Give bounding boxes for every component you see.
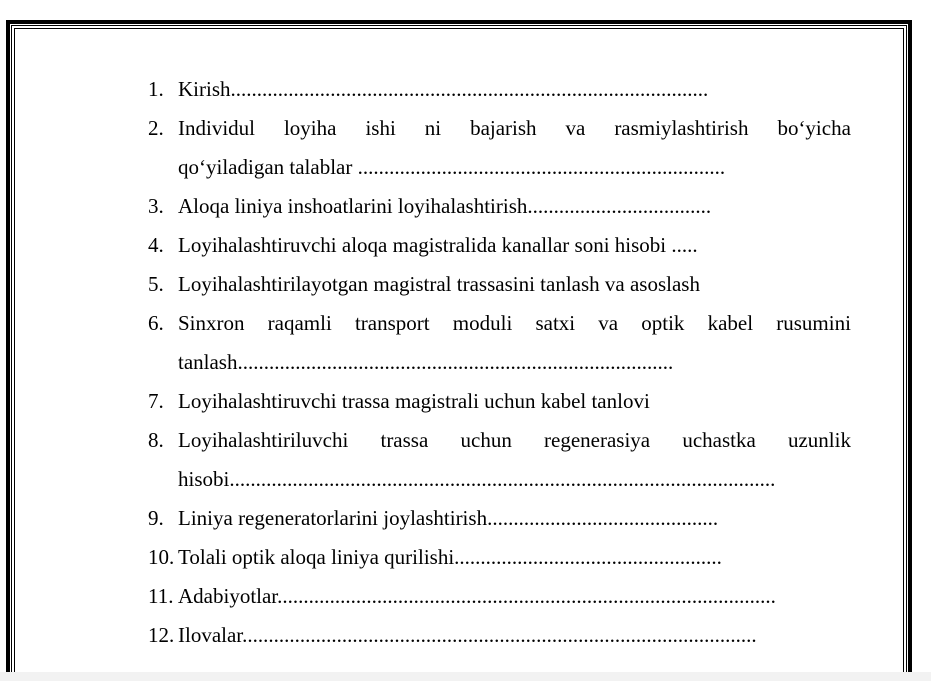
- toc-item-word: optik: [641, 311, 685, 335]
- toc-item-text: [178, 109, 851, 187]
- toc-item-text: [178, 499, 851, 538]
- toc-item: [148, 265, 851, 304]
- toc-item-text: [178, 382, 851, 421]
- toc-item-word: bajarish: [470, 116, 537, 140]
- toc-item: [148, 577, 851, 616]
- toc-item: [148, 70, 851, 109]
- toc-item-number: 8.: [148, 428, 164, 452]
- toc-item: [148, 421, 851, 499]
- toc-item-word: trassa: [380, 428, 429, 452]
- toc-item-word: ishi: [365, 116, 396, 140]
- toc-item-number: 4.: [148, 233, 164, 257]
- toc-item-word: Sinxron: [178, 311, 245, 335]
- toc-item-line: hisobi........................................................................................................: [178, 467, 776, 491]
- toc-item-line: Loyihalashtirilayotgan magistral trassasini tanlash va asoslash: [178, 272, 700, 296]
- toc-item-number: 5.: [148, 272, 164, 296]
- toc-item-number: 3.: [148, 194, 164, 218]
- toc-item-text: [178, 187, 851, 226]
- toc-item-word: loyiha: [283, 116, 337, 140]
- toc-item: [148, 187, 851, 226]
- viewer-bottom-edge: [0, 672, 931, 681]
- toc-item: [148, 226, 851, 265]
- toc-item-line: qo‘yiladigan talablar ......................................................................: [178, 155, 726, 179]
- toc-item-text: [178, 538, 851, 577]
- toc-item-word: rusumini: [776, 311, 851, 335]
- toc-item: [148, 109, 851, 187]
- toc-item-number: 11.: [148, 584, 174, 608]
- toc-item-number: 6.: [148, 311, 164, 335]
- toc-item: [148, 499, 851, 538]
- toc-item-number: 12.: [148, 623, 175, 647]
- toc-item-text: [178, 265, 851, 304]
- toc-item-justified-line: [178, 421, 851, 460]
- toc-item-line: Kirish...........................................................................................: [178, 77, 709, 101]
- toc-item: [148, 382, 851, 421]
- toc-item-word: va: [598, 311, 619, 335]
- toc-item-word: va: [565, 116, 586, 140]
- toc-item-text: [178, 577, 851, 616]
- toc-item-text: [178, 70, 851, 109]
- toc-item-text: [178, 421, 851, 499]
- toc-item-line: Loyihalashtiruvchi trassa magistrali uchun kabel tanlovi: [178, 389, 650, 413]
- toc-item-word: moduli: [452, 311, 513, 335]
- toc-item-justified-line: [178, 304, 851, 343]
- toc-item-word: satxi: [535, 311, 576, 335]
- toc-item-line: tanlash...................................................................................: [178, 350, 674, 374]
- toc-item-word: rasmiylashtirish: [614, 116, 749, 140]
- toc-item-text: [178, 616, 851, 655]
- toc-item-word: transport: [354, 311, 430, 335]
- toc-item-word: uchastka: [682, 428, 756, 452]
- toc-item-justified-line: [178, 109, 851, 148]
- toc-item-number: 7.: [148, 389, 164, 413]
- toc-item-word: Loyihalashtiriluvchi: [178, 428, 349, 452]
- toc-item-word: uchun: [460, 428, 512, 452]
- toc-item-number: 2.: [148, 116, 164, 140]
- toc-item-line: Tolali optik aloqa liniya qurilishi...................................................: [178, 545, 722, 569]
- toc-item-word: uzunlik: [787, 428, 851, 452]
- toc-item-word: Individul: [178, 116, 255, 140]
- toc-item-line: Aloqa liniya inshoatlarini loyihalashtirish...................................: [178, 194, 712, 218]
- table-of-contents: [148, 70, 851, 655]
- toc-item-word: regenerasiya: [544, 428, 651, 452]
- toc-item-text: [178, 226, 851, 265]
- toc-item-line: Liniya regeneratorlarini joylashtirish............................................: [178, 506, 719, 530]
- toc-item-line: Adabiyotlar...............................................................................................: [178, 584, 776, 608]
- toc-item-word: ni: [424, 116, 442, 140]
- toc-item: [148, 538, 851, 577]
- toc-item: [148, 304, 851, 382]
- toc-item-word: raqamli: [267, 311, 332, 335]
- toc-item: [148, 616, 851, 655]
- toc-item-number: 9.: [148, 506, 164, 530]
- toc-item-text: [178, 304, 851, 382]
- toc-item-line: Ilovalar..................................................................................................: [178, 623, 757, 647]
- toc-item-word: bo‘yicha: [777, 116, 851, 140]
- toc-item-number: 10.: [148, 545, 175, 569]
- toc-item-number: 1.: [148, 77, 164, 101]
- toc-item-word: kabel: [707, 311, 754, 335]
- toc-item-line: Loyihalashtiruvchi aloqa magistralida kanallar soni hisobi .....: [178, 233, 698, 257]
